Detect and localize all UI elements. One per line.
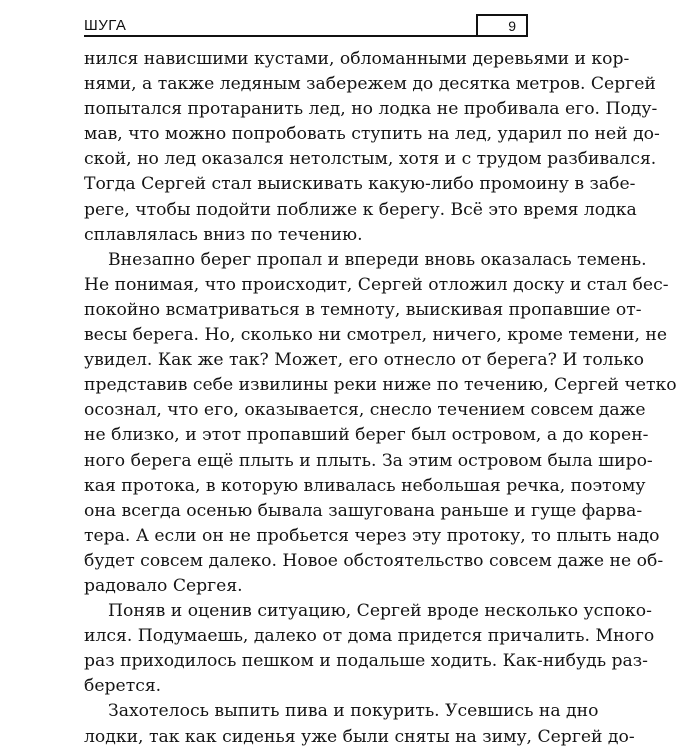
text-line: весы берега. Но, сколько ни смотрел, ничего, кроме темени, не — [84, 325, 668, 346]
text-line: раз приходилось пешком и подальше ходить. Как-нибудь раз- — [84, 651, 648, 672]
text-line: попытался протаранить лед, но лодка не пробивала его. Поду- — [84, 99, 658, 120]
text-line: Не понимая, что происходит, Сергей отложил доску и стал бес- — [84, 274, 669, 295]
text-line: берется. — [84, 676, 162, 697]
text-line: реге, чтобы подойти поближе к берегу. Всё это время лодка — [84, 199, 637, 220]
text-line: кая протока, в которую вливалась небольшая речка, поэтому — [84, 475, 646, 496]
page-number: 9 — [508, 18, 516, 34]
text-line: мав, что можно попробовать ступить на лед, ударил по ней до- — [84, 124, 660, 145]
text-line: Поняв и оценив ситуацию, Сергей вроде несколько успоко- — [108, 601, 652, 622]
text-line: Тогда Сергей стал выискивать какую-либо промоину в забе- — [84, 174, 636, 195]
text-line: тера. А если он не пробьется через эту протоку, то плыть надо — [84, 525, 660, 546]
paragraph-4 — [84, 699, 635, 749]
text-line: сплавлялась вниз по течению. — [84, 224, 363, 245]
text-line: осознал, что его, оказывается, снесло течением совсем даже — [84, 400, 646, 421]
paragraph-1 — [84, 47, 660, 248]
text-line: лодки, так как сиденья уже были сняты на зиму, Сергей до- — [84, 726, 635, 747]
text-line: Захотелось выпить пива и покурить. Усевшись на дно — [108, 701, 599, 722]
text-line: Внезапно берег пропал и впереди вновь оказалась темень. — [108, 249, 647, 270]
paragraph-2 — [84, 248, 677, 599]
text-line: радовало Сергея. — [84, 575, 243, 596]
text-line: ного берега ещё плыть и плыть. За этим островом была широ- — [84, 450, 653, 471]
text-line: увидел. Как же так? Может, его отнесло от берега? И только — [84, 350, 645, 371]
text-line: нился нависшими кустами, обломанными деревьями и кор- — [84, 49, 630, 69]
body-text — [84, 47, 677, 750]
text-line: представив себе извилины реки ниже по течению, Сергей четко — [84, 375, 677, 396]
header-rule — [84, 35, 528, 37]
text-line: не близко, и этот пропавший берег был островом, а до корен- — [84, 425, 649, 446]
page-number-box — [476, 14, 528, 35]
text-line: нями, а также ледяным забережем до десятка метров. Сергей — [84, 74, 656, 95]
text-line: будет совсем далеко. Новое обстоятельство совсем даже не об- — [84, 550, 664, 571]
running-head-title: ШУГА — [84, 17, 127, 34]
text-line: ился. Подумаешь, далеко от дома придется причалить. Много — [84, 626, 655, 647]
text-line: она всегда осенью бывала зашугована раньше и гуще фарва- — [84, 500, 643, 521]
text-line: покойно всматриваться в темноту, выискивая пропавшие от- — [84, 299, 642, 320]
paragraph-3 — [84, 599, 655, 699]
text-line: ской, но лед оказался нетолстым, хотя и с трудом разбивался. — [84, 149, 657, 170]
running-head — [84, 14, 528, 40]
